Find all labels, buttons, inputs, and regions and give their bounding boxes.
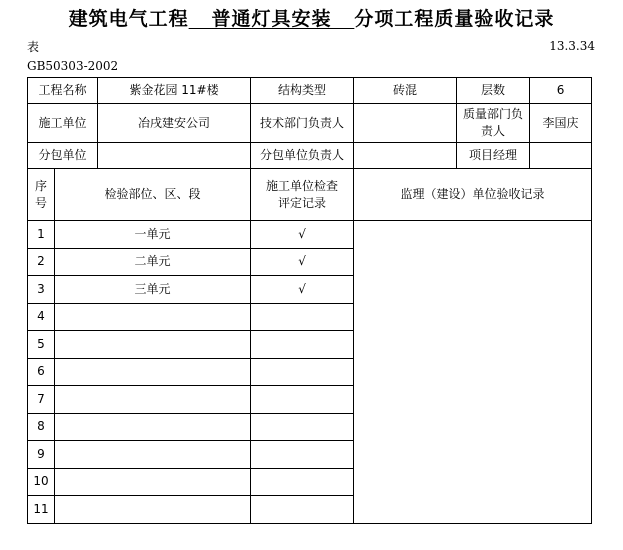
structure-type-value: 砖混 bbox=[354, 78, 457, 104]
row-location: 二单元 bbox=[55, 248, 251, 276]
row-number: 2 bbox=[28, 248, 55, 276]
row-number: 5 bbox=[28, 331, 55, 359]
row-check-mark bbox=[251, 413, 354, 441]
row-number: 8 bbox=[28, 413, 55, 441]
pm-value bbox=[530, 143, 592, 169]
row-location bbox=[55, 496, 251, 524]
table-label: 表 bbox=[27, 40, 40, 54]
row-check-mark bbox=[251, 468, 354, 496]
table-row bbox=[28, 221, 592, 249]
row-number: 1 bbox=[28, 221, 55, 249]
row-location bbox=[55, 441, 251, 469]
project-name-label: 工程名称 bbox=[28, 78, 98, 103]
structure-type-label: 结构类型 bbox=[251, 78, 354, 104]
row-check-mark bbox=[251, 358, 354, 386]
header-seq: 序号 bbox=[28, 169, 55, 221]
pm-label: 项目经理 bbox=[457, 143, 530, 169]
row-location bbox=[55, 413, 251, 441]
sub-head-value bbox=[354, 143, 457, 169]
project-name-value: 紫金花园 11#楼 bbox=[129, 83, 219, 97]
row-location bbox=[55, 331, 251, 359]
title-part-discipline: 建筑电气工程 bbox=[68, 8, 189, 30]
standard-code: GB50303-2002 bbox=[27, 59, 119, 73]
row-number: 10 bbox=[28, 468, 55, 496]
quality-head-value: 李国庆 bbox=[530, 104, 592, 143]
header-location: 检验部位、区、段 bbox=[55, 169, 251, 221]
row-check-mark bbox=[251, 386, 354, 414]
row-number: 9 bbox=[28, 441, 55, 469]
row-check-mark: √ bbox=[251, 248, 354, 276]
acceptance-form-table bbox=[27, 77, 592, 524]
sub-unit-cell bbox=[28, 143, 251, 169]
tech-head-value bbox=[354, 104, 457, 143]
sub-unit-label: 分包单位 bbox=[28, 143, 98, 168]
supervision-record-area bbox=[354, 221, 592, 524]
tech-head-label: 技术部门负责人 bbox=[251, 104, 354, 143]
info-row-project bbox=[28, 78, 592, 104]
row-check-mark bbox=[251, 441, 354, 469]
info-row-subcontract bbox=[28, 143, 592, 169]
row-location: 一单元 bbox=[55, 221, 251, 249]
row-check-mark bbox=[251, 303, 354, 331]
row-check-mark bbox=[251, 496, 354, 524]
floors-value: 6 bbox=[530, 78, 592, 104]
row-location bbox=[55, 358, 251, 386]
row-check-mark bbox=[251, 331, 354, 359]
row-number: 11 bbox=[28, 496, 55, 524]
row-number: 3 bbox=[28, 276, 55, 304]
quality-head-label: 质量部门负责人 bbox=[457, 104, 530, 143]
row-check-mark: √ bbox=[251, 276, 354, 304]
row-location: 三单元 bbox=[55, 276, 251, 304]
floors-label: 层数 bbox=[457, 78, 530, 104]
column-header-row bbox=[28, 169, 592, 221]
title-part-item: 普通灯具安装 bbox=[211, 8, 332, 30]
header-self-check: 施工单位检查评定记录 bbox=[251, 169, 354, 221]
table-number: 13.3.34 bbox=[549, 39, 595, 53]
row-location bbox=[55, 303, 251, 331]
construction-unit-cell bbox=[28, 104, 251, 143]
info-row-construction bbox=[28, 104, 592, 143]
construction-unit-value: 冶戌建安公司 bbox=[138, 115, 211, 130]
row-number: 4 bbox=[28, 303, 55, 331]
project-name-cell bbox=[28, 78, 251, 104]
sub-unit-value bbox=[98, 143, 250, 168]
document-title bbox=[0, 4, 623, 31]
title-part-record: 分项工程质量验收记录 bbox=[354, 8, 555, 30]
header-supervision: 监理（建设）单位验收记录 bbox=[354, 169, 592, 221]
sub-head-label: 分包单位负责人 bbox=[251, 143, 354, 169]
row-location bbox=[55, 386, 251, 414]
row-number: 6 bbox=[28, 358, 55, 386]
row-check-mark: √ bbox=[251, 221, 354, 249]
construction-unit-label: 施工单位 bbox=[28, 104, 98, 142]
row-location bbox=[55, 468, 251, 496]
row-number: 7 bbox=[28, 386, 55, 414]
